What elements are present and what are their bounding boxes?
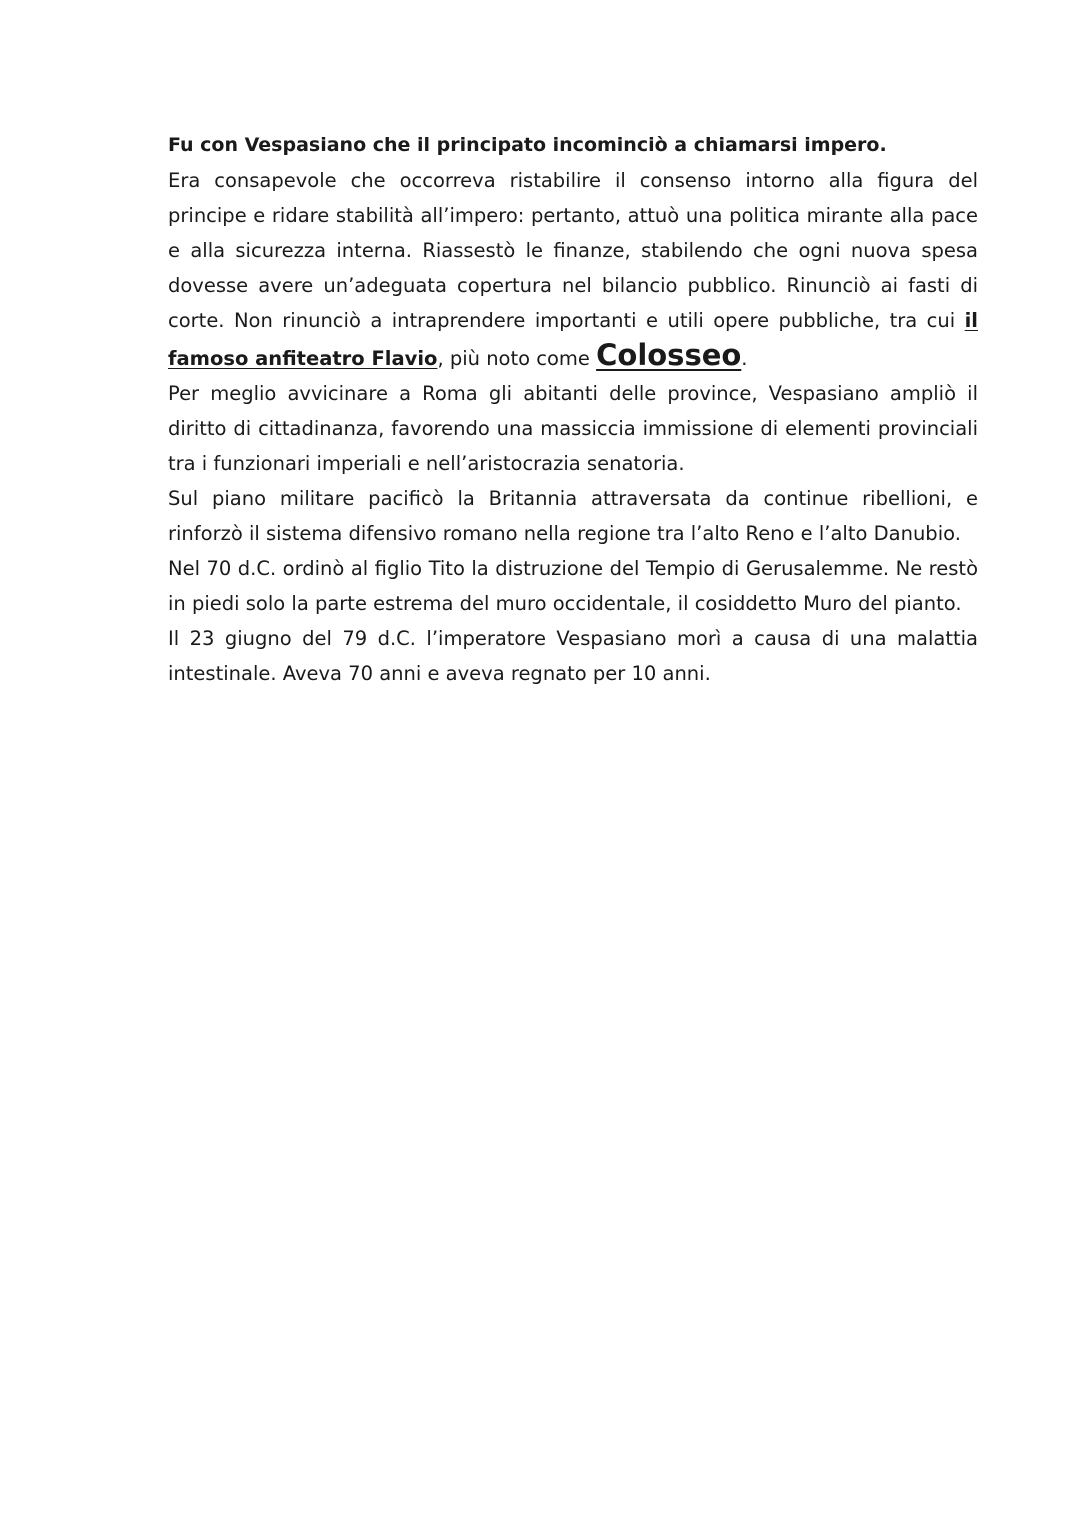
paragraph-policy [168, 163, 978, 376]
paragraph-policy-text: Era consapevole che occorreva ristabilire il consenso intorno alla figura del principe e ridare stabilità all’impero: pertanto, attuò una politica mirante alla pace e alla sicurezza interna. Riassestò le finanze, stabilendo che ogni nuova spesa dovesse avere un’adeguata copertura nel bilancio pubblico. Rinunciò ai fasti di corte. Non rinunciò a intraprendere importanti e utili opere pubbliche, tra cui [168, 169, 978, 332]
paragraph-policy-mid: , più noto come [437, 347, 597, 370]
paragraph-jerusalem: Nel 70 d.C. ordinò al figlio Tito la distruzione del Tempio di Gerusalemme. Ne restò in piedi solo la parte estrema del muro occidentale, il cosiddetto Muro del pianto. [168, 557, 978, 615]
paragraph-military: Sul piano militare pacificò la Britannia attraversata da continue ribellioni, e rinforzò il sistema difensivo romano nella regione tra l’alto Reno e l’alto Danubio. [168, 487, 978, 545]
paragraph-death: Il 23 giugno del 79 d.C. l’imperatore Vespasiano morì a causa di una malattia intestinale. Aveva 70 anni e aveva regnato per 10 anni. [168, 627, 978, 685]
paragraph-policy-end: . [741, 347, 748, 370]
amphitheater-phrase: il famoso anfiteatro Flavio [168, 309, 978, 370]
colosseo-word: Colosseo [596, 338, 742, 372]
paragraph-citizenship: Per meglio avvicinare a Roma gli abitanti delle province, Vespasiano ampliò il diritto di cittadinanza, favorendo una massiccia immissione di elementi provinciali tra i funzionari imperiali e nell’aristocrazia senatoria. [168, 382, 978, 475]
document-page [168, 128, 978, 691]
heading-sentence: Fu con Vespasiano che il principato incominciò a chiamarsi impero. [168, 134, 887, 156]
